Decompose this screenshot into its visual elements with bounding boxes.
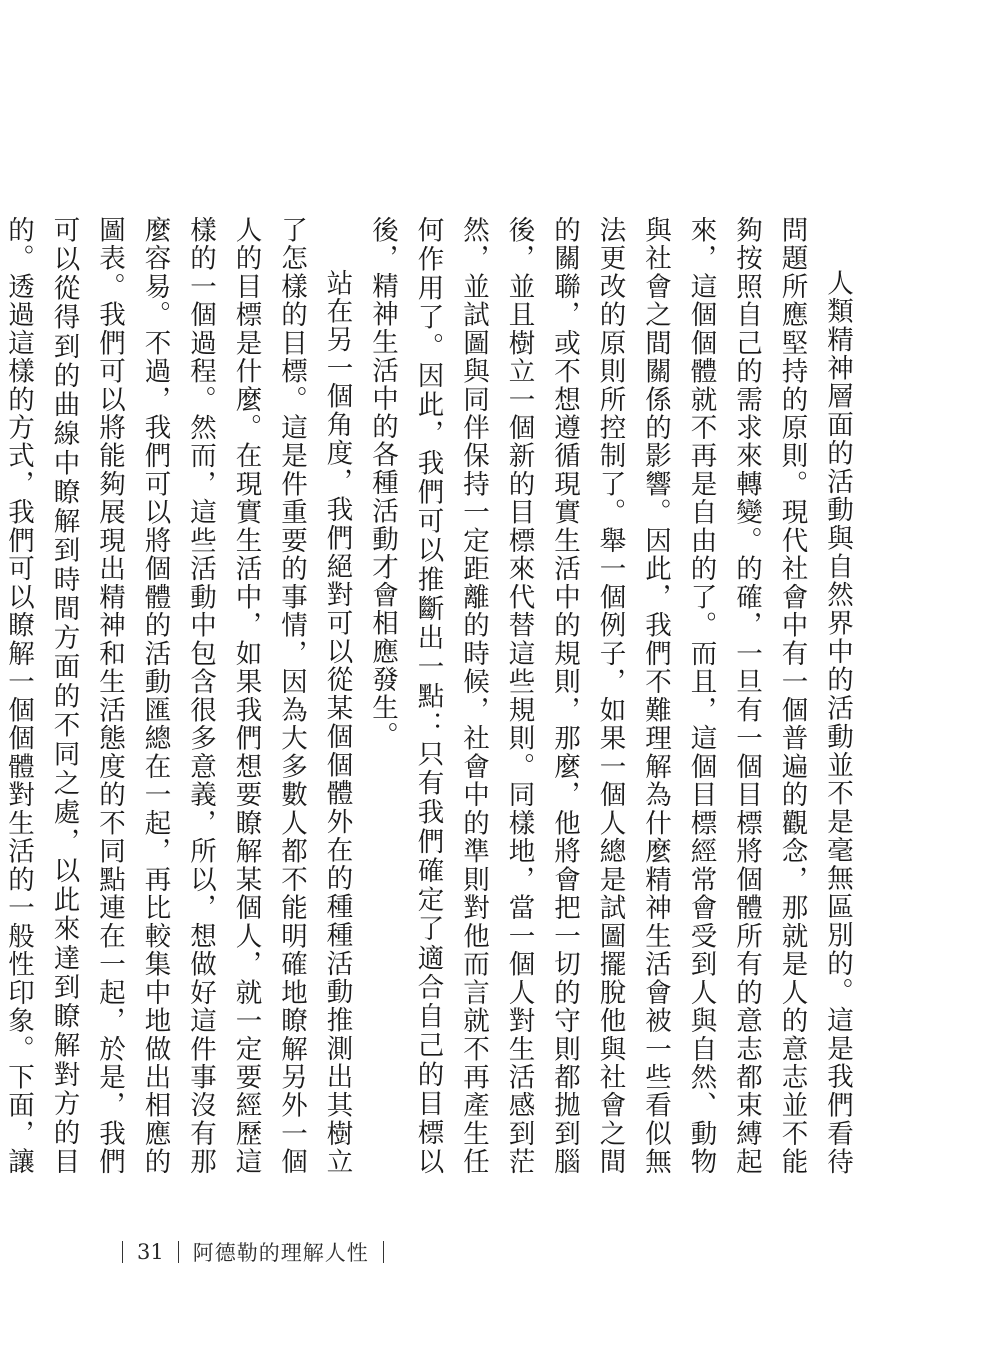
body-text	[3, 216, 860, 1176]
page-number: 31	[137, 1240, 164, 1264]
paragraph-2: 站在另一個角度，我們絕對可以從某個個體外在的種種活動推測出其樹立了怎樣的目標。這是件重要的事情，因為大多數人都不能明確地瞭解另外一個人的目標是什麼。在現實生活中，如果我們想要瞭解某個人，就一定要經歷這樣的一個過程。然而，這些活動中包含很多意義，所以，想做好這件事沒有那麼容易。不過，我們可以將個體的活動匯總在一起，再比較集中地做出相應的圖表。我們可以將能夠展現出精神和生活態度的不同點連在一起，於是，我們可以從得到的曲線中瞭解到時間方面的不同之處，以此來達到瞭解對方的目的。透過這樣的方式，我們可以瞭解一個個體對生活的一般性印象。下面，讓	[3, 216, 353, 1176]
footer-divider-left	[122, 1241, 123, 1263]
footer-divider-middle	[178, 1241, 179, 1263]
running-book-title: 阿德勒的理解人性	[192, 1241, 369, 1265]
paragraph-1: 人類精神層面的活動與自然界中的活動並不是毫無區別的。這是我們看待問題所應堅持的原則。現代社會中有一個普遍的觀念，那就是人的意志並不能夠按照自己的需求來轉變。的確，一旦有一個目標將個體所有的意志都束縛起來，這個個體就不再是自由的了。而且，這個目標經常會受到人與自然、動物與社會之間關係的影響。因此，我們不難理解為什麼精神生活會被一些看似無法更改的原則所控制了。舉一個例子，如果一個人總是試圖擺脫他與社會之間的關聯，或不想遵循現實生活中的規則，那麼，他將會把一切的守則都拋到腦後，並且樹立一個新的目標來代替這些規則。同樣地，當一個人對生活感到茫然，並試圖與同伴保持一定距離的時候，社會中的準則對他而言就不再產生任何作用了。因此，我們可以推斷出一點：只有我們確定了適合自己的目標以後，精神生活中的各種活動才會相應發生。	[367, 216, 853, 1176]
page-footer	[122, 1237, 384, 1267]
footer-divider-right	[383, 1241, 384, 1263]
